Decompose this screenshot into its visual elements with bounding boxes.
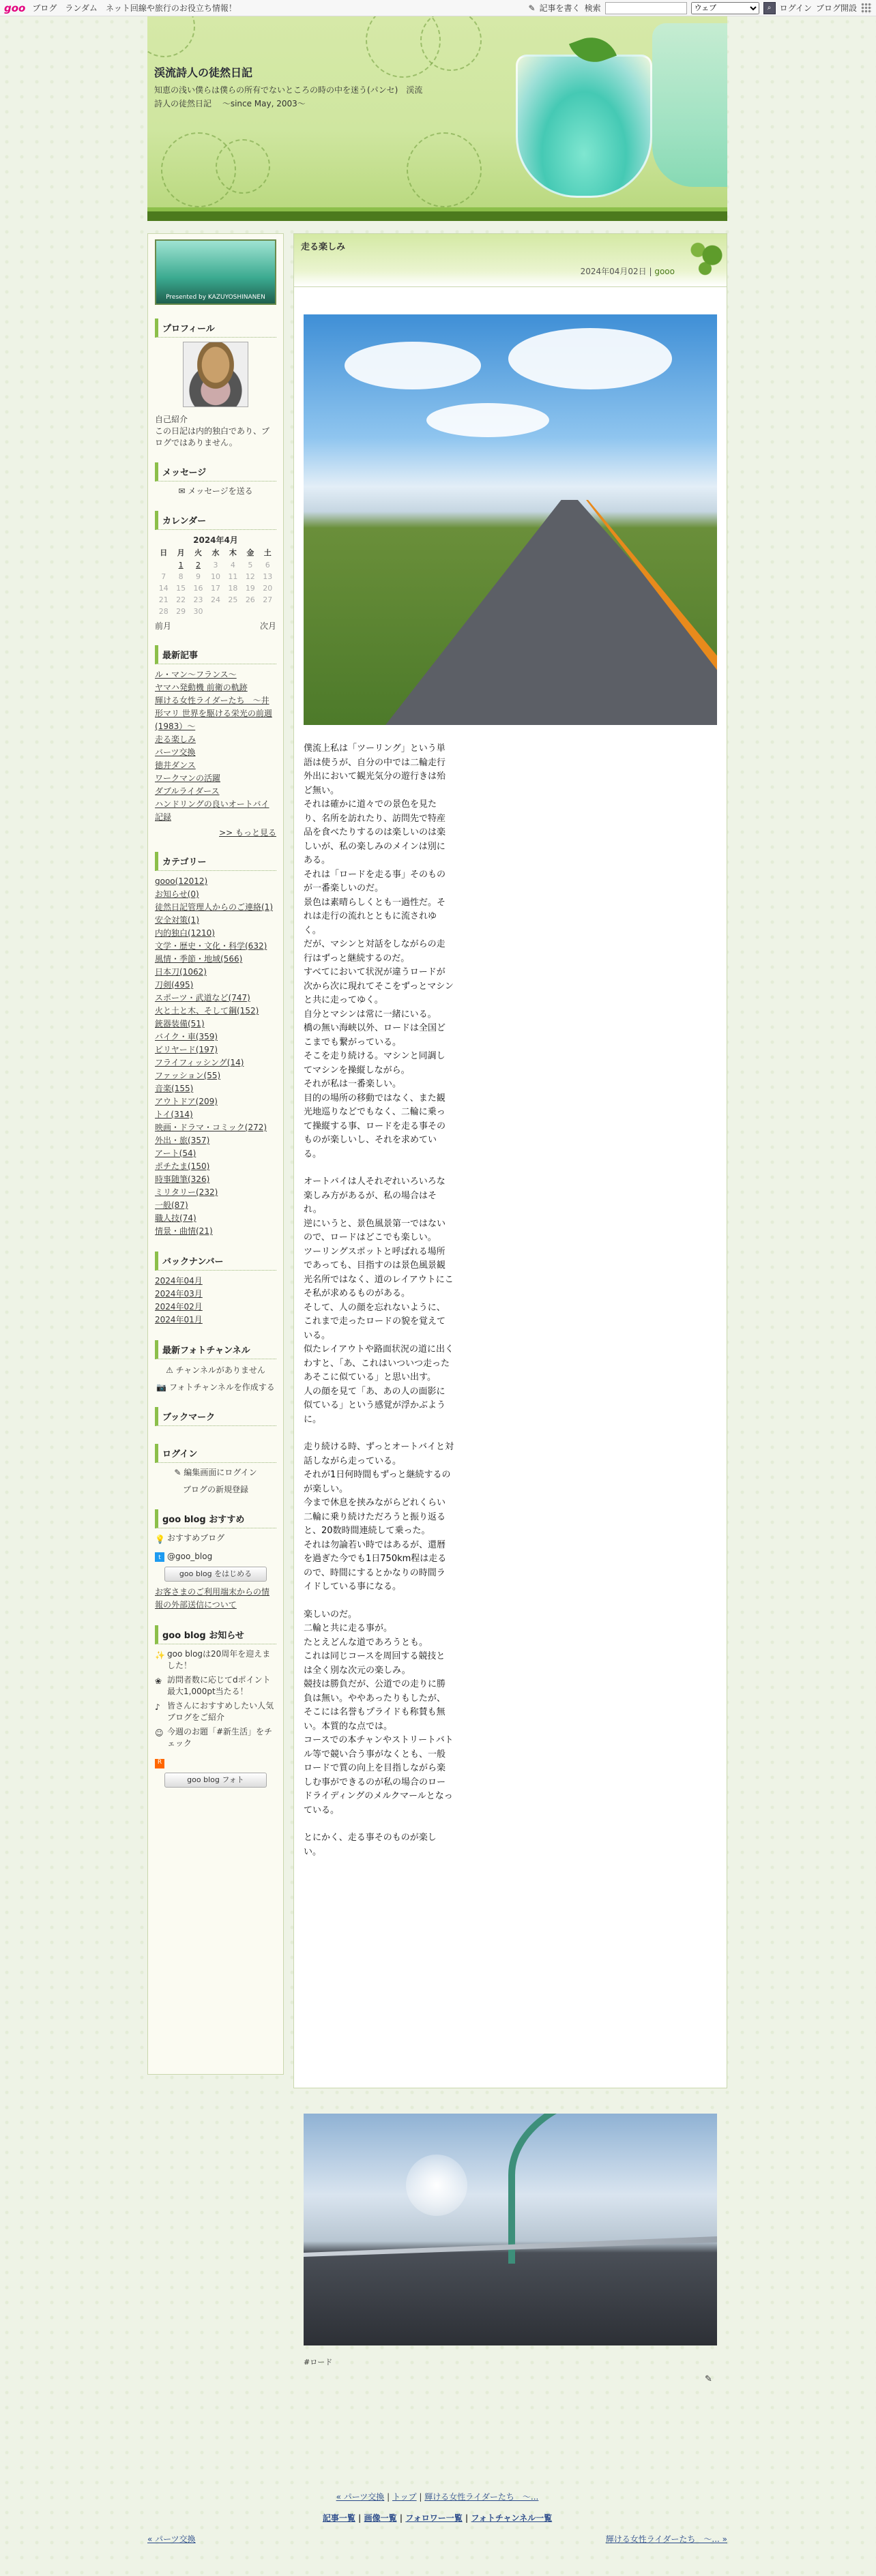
backnumber-link[interactable]: 2024年04月	[155, 1276, 203, 1286]
calendar-day-cell: 16	[193, 584, 203, 593]
rss-icon[interactable]: R	[155, 1759, 164, 1768]
calendar-day-cell: 29	[176, 607, 186, 616]
post-paragraph: オートバイは人それぞれいろいろな楽しみ方があるが、私の場合はそれ。 逆にいうと、景色風景第一ではないので、ロードはどこでも楽しい。 ツーリングスポットと呼ばれる場所であっても、目指すのは景色風景観光名所ではなく、道のレイアウトにこそ私が求めるものがある。 そして、人の顔を忘れないように、これまで走ったロードの貌を覚えている。 似たレイアウトや路面状況の道に出くわすと、「あ、これはいついつ走ったあそこに似ている」と思い出す。 人の顔を見て「あ、あの人の面影に似ている」という感覚が浮かぶように。	[304, 1176, 454, 1425]
category-link[interactable]: アウトドア(209)	[155, 1097, 218, 1106]
post-photo-road[interactable]	[304, 314, 717, 725]
banner-caption: Presented by KAZUYOSHINANEN	[166, 294, 265, 301]
recent-post-link[interactable]: ダブルライダース	[155, 786, 220, 796]
calendar-day-cell: 10	[210, 572, 220, 581]
backnumber-heading: バックナンバー	[155, 1252, 276, 1271]
calendar-day-cell: 28	[158, 607, 169, 616]
footer-next-link[interactable]: 輝ける女性ライダーたち 〜...	[424, 2492, 539, 2502]
footer-articles-link[interactable]: 記事一覧	[322, 2513, 355, 2523]
news-section	[151, 1617, 280, 1797]
goo-topbar	[0, 0, 876, 16]
category-link[interactable]: gooo(12012)	[155, 876, 208, 886]
news-item	[155, 1726, 276, 1749]
profile-heading: プロフィール	[155, 319, 276, 338]
calendar-day-cell: 4	[230, 561, 235, 569]
calendar-table	[155, 546, 276, 617]
calendar-day-cell: 22	[176, 595, 186, 604]
message-heading: メッセージ	[155, 462, 276, 482]
calendar-day-cell	[259, 606, 276, 617]
cal-day: 土	[263, 548, 272, 557]
blog-header	[147, 16, 727, 221]
photo-channel-section	[151, 1332, 280, 1399]
post-title[interactable]: 走る楽しみ	[301, 242, 346, 252]
calendar-day-cell: 21	[158, 595, 169, 604]
post-paragraph: 僕流上私は「ツーリング」という単語は使うが、自分の中では二輪走行外出において観光気分の遊行きは殆ど無い。 それは確かに道々での景色を見たり、名所を訪れたり、訪問先で特産品を食べたりするのは楽しいのは楽しいが、私の楽しみのメインは別にある。 それは「ロードを走る事」そのものが一番楽しいのだ。 景色は素晴らしくとも一過性だ。それは走行の流れとともに流されゆく。 だが、マシンと対話をしながらの走行はずっと継続するのだ。 すべてにおいて状況が違うロードが次から次に現れてそこをずっとマシンと共に走ってゆく。 自分とマシンは常に一緒にいる。 橋の無い海峡以外、ロードは全国どこまでも繋がっている。 そこを走り続ける。マシンと同調してマシンを操縦しながら。 それが私は一番楽しい。 目的の場所の移動ではなく、また観光地巡りなどでもなく、二輪に乗って操縦する事、ロードを走る事そのものが楽しいし、それを求めている。	[304, 743, 454, 1159]
calendar-day-cell: 14	[158, 584, 169, 593]
category-link[interactable]: 音楽(155)	[155, 1084, 194, 1093]
news-link[interactable]: 訪問者数に応じてdポイント最大1,000pt当たる！	[167, 1675, 271, 1696]
calendar-day-cell	[207, 606, 224, 617]
backnumber-link[interactable]: 2024年02月	[155, 1302, 203, 1312]
category-link[interactable]: 情景・曲情(21)	[155, 1226, 213, 1236]
post-tag[interactable]: #ロード	[304, 2358, 333, 2367]
calendar-day-cell: 7	[161, 572, 166, 581]
goo-blog-photo-button[interactable]: goo blog フォト	[164, 1773, 267, 1788]
category-link[interactable]: 内的独白(1210)	[155, 928, 215, 938]
news-link[interactable]: 皆さんにおすすめしたい人気ブログをご紹介	[167, 1701, 274, 1722]
search-scope-select[interactable]	[691, 2, 759, 14]
calendar-day-cell: 18	[228, 584, 238, 593]
recent-post-link[interactable]: 徳井ダンス	[155, 760, 196, 770]
backnumber-link[interactable]: 2024年03月	[155, 1289, 203, 1299]
news-bullet-icon: ❀	[155, 1676, 162, 1686]
category-link[interactable]: スポーツ・武道など(747)	[155, 993, 250, 1003]
recent-post-link[interactable]: ワークマンの活躍	[155, 773, 221, 783]
calendar-day-cell: 9	[196, 572, 201, 581]
calendar-day-cell: 23	[193, 595, 203, 604]
category-link[interactable]: 安全対策(1)	[155, 915, 199, 925]
envelope-icon: ✉	[178, 486, 186, 496]
bulb-icon: 💡	[155, 1535, 165, 1544]
category-link[interactable]: 火と土と木、そして鋼(152)	[155, 1006, 259, 1016]
recent-post-link[interactable]: 走る楽しみ	[155, 735, 196, 744]
category-link[interactable]: 外出・旅(357)	[155, 1136, 210, 1145]
calendar-day-cell: 15	[176, 584, 186, 593]
profile-intro-label: 自己紹介	[155, 415, 188, 424]
pencil-icon: ✎	[528, 3, 536, 13]
bookmark-section	[151, 1399, 280, 1436]
backnumber-link[interactable]: 2024年01月	[155, 1315, 203, 1324]
category-link[interactable]: ファッション(55)	[155, 1071, 221, 1080]
write-article-link[interactable]: 記事を書く	[539, 3, 581, 13]
calendar-heading: カレンダー	[155, 511, 276, 530]
apps-grid-icon[interactable]	[861, 3, 872, 14]
login-section	[151, 1436, 280, 1501]
category-section	[151, 844, 280, 1243]
calendar-day-cell: 27	[263, 595, 273, 604]
leaf-ornament-icon	[679, 234, 727, 287]
calendar-day-cell	[155, 559, 172, 571]
category-link[interactable]: 職人技(74)	[155, 1213, 196, 1223]
cal-day: 月	[177, 548, 185, 557]
calendar-day-cell: 20	[263, 584, 273, 593]
calendar-prev-link[interactable]: 前月	[155, 621, 172, 631]
post-paragraph: 楽しいのだ。 二輪と共に走る事が。 たとえどんな道であろうとも。 これは同じコースを周回する競技とは全く別な次元の楽しみ。 競技は勝負だが、公道での走りに勝負は無い。ややあったりもしたが、そこには名誉もプライドも称賛も無い。本質的な点では。 コースでの本チャンやストリートバトル等で競い合う事がなくとも、一般ロードで質の向上を目指しながら楽しむ事ができるのが私の場合のロードライディングのメルクマールとなっている。	[304, 1609, 454, 1816]
external-transmission-link[interactable]: お客さまのご利用端末からの情報の外部送信について	[155, 1587, 270, 1610]
more-posts-link[interactable]: >> もっと見る	[219, 828, 276, 838]
category-link[interactable]: アート(54)	[155, 1149, 196, 1158]
category-link[interactable]: トイ(314)	[155, 1110, 193, 1119]
category-link[interactable]: ミリタリー(232)	[155, 1187, 218, 1197]
post-author[interactable]: gooo	[654, 267, 675, 276]
category-heading: カテゴリー	[155, 852, 276, 871]
topbar-link-info[interactable]: ネット回線や旅行のお役立ち情報！	[105, 3, 237, 13]
recent-post-link[interactable]: 記録	[155, 812, 172, 822]
recommend-section	[151, 1501, 280, 1617]
recent-post-link[interactable]: 輝ける女性ライダーたち 〜井形マリ 世界を駆ける栄光の前週(1983）〜	[155, 696, 272, 731]
edit-login-link[interactable]: 編集画面にログイン	[184, 1468, 257, 1477]
category-link[interactable]: 徒然日記管理人からのご連絡(1)	[155, 902, 273, 912]
new-blog-link[interactable]: ブログの新規登録	[182, 1485, 248, 1494]
news-heading: goo blog お知らせ	[155, 1625, 276, 1644]
calendar-day-cell: 19	[245, 584, 255, 593]
no-channel-text: チャンネルがありません	[175, 1365, 265, 1375]
category-link[interactable]: ポチたま(150)	[155, 1161, 210, 1171]
calendar-day-cell: 11	[228, 572, 238, 581]
calendar-day-cell	[242, 606, 259, 617]
profile-avatar	[183, 342, 248, 407]
post-body	[304, 742, 454, 1873]
warning-icon: ⚠	[166, 1365, 173, 1375]
open-blog-link[interactable]: ブログ開設	[815, 3, 857, 13]
news-link[interactable]: 今週のお題「#新生活」をチェック	[167, 1727, 273, 1748]
goo-logo[interactable]: goo	[4, 1, 26, 14]
footer-images-link[interactable]: 画像一覧	[364, 2513, 397, 2523]
header-dessert-image	[516, 55, 652, 198]
sidebar-banner-image	[155, 239, 276, 305]
footer-top-link[interactable]: トップ	[392, 2492, 417, 2502]
cal-day: 日	[160, 548, 168, 557]
blog-title[interactable]: 渓流詩人の徒然日記	[154, 66, 253, 79]
footer-followers-link[interactable]: フォロワー一覧	[405, 2513, 463, 2523]
camera-icon: 📷	[156, 1382, 167, 1392]
post-photo-bridge[interactable]	[304, 2114, 717, 2345]
news-item	[155, 1700, 276, 1723]
calendar-day-cell	[224, 606, 242, 617]
news-item	[155, 1648, 276, 1672]
footer: « パーツ交換 | トップ | 輝ける女性ライダーたち 〜... 記事一覧 | 画像一覧 | フォロワー一覧 | フォトチャンネル一覧 « パーツ交換 輝ける女性ライダーたち 〜... »	[147, 2492, 727, 2544]
recent-post-link[interactable]: ヤマハ発動機 前衛の軌跡	[155, 683, 248, 692]
recent-post-link[interactable]: ハンドリングの良いオートバイ	[155, 799, 269, 809]
topbar-link-random[interactable]: ランダム	[65, 3, 98, 13]
search-label: 検索	[584, 3, 601, 13]
calendar-day-cell: 17	[210, 584, 220, 593]
calendar-day-cell: 26	[245, 595, 255, 604]
cal-day: 火	[194, 548, 203, 557]
calendar-day-cell[interactable]: 1	[178, 561, 184, 569]
category-link[interactable]: 時事随筆(326)	[155, 1174, 210, 1184]
category-link[interactable]: 刀剣(495)	[155, 980, 194, 990]
calendar-day-cell: 13	[263, 572, 273, 581]
post-paragraph: 走り続ける時、ずっとオートバイと対話しながら走っている。 それが1日何時間もずっと継続するのが楽しい。 今まで休息を挟みながらどれくらい二輪に乗り続けただろうと振り返ると、20数時間連続して乗った。 それは勿論若い時ではあるが、還暦を過ぎた今でも1日750km程は走るので、時間にするとかなりの時間ライドしている事になる。	[304, 1442, 454, 1592]
calendar-day-cell: 8	[178, 572, 184, 581]
category-link[interactable]: 文学・歴史・文化・科学(632)	[155, 941, 267, 951]
calendar-month: 2024年4月	[193, 535, 238, 545]
blog-description: 知恵の浅い僕らは僕らの所有でないところの時の中を迷う(パンセ) 渓流詩人の徒然日記 〜since May, 2003〜	[154, 85, 423, 108]
calendar-next-link[interactable]: 次月	[259, 621, 276, 631]
category-link[interactable]: フライフィッシング(14)	[155, 1058, 244, 1067]
recent-post-link[interactable]: バーツ交換	[155, 747, 196, 757]
send-message-link[interactable]: メッセージを送る	[188, 486, 253, 496]
news-item	[155, 1674, 276, 1698]
pager-next-link[interactable]: 輝ける女性ライダーたち 〜... »	[605, 2534, 727, 2544]
search-input[interactable]	[605, 2, 687, 14]
edit-icon: ✎	[174, 1468, 181, 1477]
calendar-day-cell: 3	[213, 561, 218, 569]
recommend-heading: goo blog おすすめ	[155, 1509, 276, 1528]
header-glass-image	[652, 23, 727, 187]
create-photo-channel-link[interactable]: フォトチャンネルを作成する	[169, 1382, 275, 1392]
twitter-link[interactable]: @goo_blog	[167, 1552, 213, 1561]
category-link[interactable]: 日本刀(1062)	[155, 967, 207, 977]
recommended-blog-link[interactable]: おすすめブログ	[167, 1533, 225, 1543]
category-link[interactable]: 風情・季節・地域(566)	[155, 954, 243, 964]
calendar-day-cell: 24	[210, 595, 220, 604]
recent-post-link[interactable]: ル・マン〜フランス〜	[155, 670, 237, 679]
profile-text: この日記は内的独白であり、ブログではありません。	[155, 426, 270, 447]
message-section	[151, 454, 280, 503]
post-article	[293, 233, 727, 2384]
pager-prev-link[interactable]: « パーツ交換	[147, 2534, 196, 2544]
calendar-day-cell: 12	[245, 572, 255, 581]
start-goo-blog-button[interactable]: goo blog をはじめる	[164, 1567, 267, 1582]
category-link[interactable]: 映画・ドラマ・コミック(272)	[155, 1123, 267, 1132]
cal-day: 金	[246, 548, 254, 557]
cal-day: 水	[211, 548, 220, 557]
category-link[interactable]: 銃器装備(51)	[155, 1019, 205, 1028]
search-button[interactable]: ⌕	[763, 2, 776, 14]
topbar-link-blog[interactable]: ブログ	[32, 3, 57, 13]
news-bullet-icon: ♪	[155, 1702, 160, 1712]
sidebar	[147, 233, 284, 2075]
profile-section	[151, 310, 280, 454]
post-paragraph: とにかく、走る事そのものが楽しい。	[304, 1833, 437, 1857]
post-date: 2024年04月02日	[580, 267, 647, 276]
news-bullet-icon: ☺	[155, 1728, 164, 1738]
recent-posts-section	[151, 637, 280, 844]
news-link[interactable]: goo blogは20周年を迎えました！	[167, 1649, 271, 1670]
calendar-day-cell: 30	[193, 607, 203, 616]
edit-pencil-icon[interactable]: ✎	[705, 2374, 712, 2384]
post-header: 走る楽しみ 2024年04月02日 | gooo	[294, 234, 727, 287]
footer-photochannel-link[interactable]: フォトチャンネル一覧	[471, 2513, 553, 2523]
news-bullet-icon: ✨	[155, 1650, 165, 1660]
twitter-icon: t	[155, 1552, 164, 1562]
calendar-day-cell: 25	[228, 595, 238, 604]
calendar-section	[151, 503, 280, 637]
category-link[interactable]: 一般(87)	[155, 1200, 188, 1210]
footer-prev-link[interactable]: « パーツ交換	[336, 2492, 385, 2502]
cal-day: 木	[229, 548, 237, 557]
recent-heading: 最新記事	[155, 645, 276, 664]
category-link[interactable]: ビリヤード(197)	[155, 1045, 218, 1054]
photo-channel-heading: 最新フォトチャンネル	[155, 1340, 276, 1359]
bookmark-heading: ブックマーク	[155, 1407, 276, 1426]
calendar-day-cell: 6	[265, 561, 270, 569]
calendar-day-cell: 5	[248, 561, 253, 569]
backnumber-section	[151, 1243, 280, 1332]
category-link[interactable]: バイク・車(359)	[155, 1032, 218, 1041]
login-link[interactable]: ログイン	[779, 3, 812, 13]
category-link[interactable]: お知らせ(0)	[155, 889, 199, 899]
calendar-day-cell[interactable]: 2	[196, 561, 201, 569]
login-heading: ログイン	[155, 1444, 276, 1463]
